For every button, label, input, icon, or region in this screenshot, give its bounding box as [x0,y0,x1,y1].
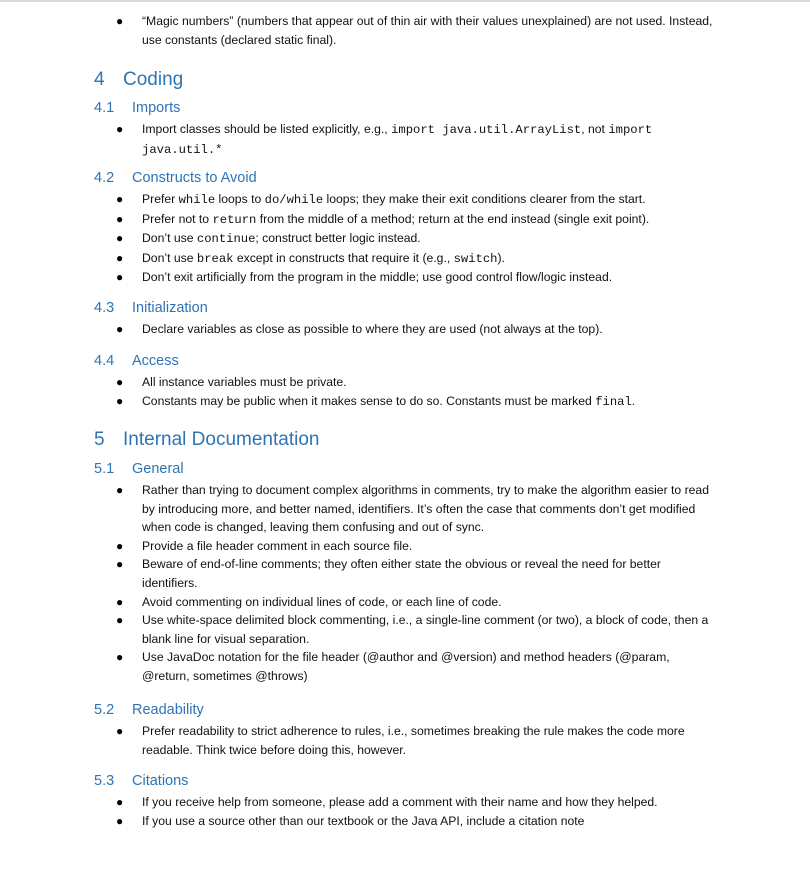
list-item: ● Constants may be public when it makes sense to do so. Constants must be marked final. [116,393,636,409]
page-top-border [0,0,810,2]
subsection-heading-general [94,460,184,478]
bullet-icon: ● [116,393,124,408]
general-list [0,481,810,686]
bullet-icon: ● [116,122,124,136]
subsection-heading-citations [94,772,188,790]
bullet-icon: ● [116,250,124,265]
bullet-icon: ● [116,795,124,809]
subsection-number: 4.3 [94,300,115,316]
general-list-block [0,481,810,686]
code-snippet: import java.util.ArrayList [391,123,582,137]
subsection-title: Citations [132,773,189,789]
imports-list-block [0,120,810,159]
code-snippet: final [595,394,632,409]
access-list-block [0,373,810,411]
subsection-heading-constructs [94,169,257,187]
constructs-list [0,190,810,287]
bullet-icon: ● [116,538,124,553]
bullet-icon: ● [116,724,124,738]
initialization-list [0,320,810,339]
code-snippet: do/while [264,193,324,207]
subsection-number: 5.1 [94,461,115,477]
readability-list [0,722,810,759]
list-item: ● “Magic numbers” (numbers that appear out of thin air with their values unexplained) are not used. Instead, use constants (declared static final). [116,14,713,47]
code-snippet: switch [453,251,498,266]
subsection-number: 5.2 [94,702,115,718]
list-item: ● Provide a file header comment in each source file. [0,537,810,556]
list-item: ● Prefer not to return from the middle of a method; return at the end instead (single exit point). [116,211,650,227]
citations-list [0,793,810,830]
imports-list [0,120,810,159]
intro-list-block [0,12,810,49]
subsection-heading-access [94,352,179,370]
list-item: ● Beware of end-of-line comments; they often either state the obvious or reveal the need for better identifiers. [116,557,661,590]
bullet-icon: ● [116,557,124,572]
access-list [0,373,810,411]
list-item: ● Don’t use break except in constructs that require it (e.g., switch). [116,250,505,266]
code-snippet: return [212,212,257,227]
code-snippet: import java.util.* [142,123,653,157]
bullet-icon: ● [116,375,124,389]
subsection-title: Constructs to Avoid [132,170,257,186]
readability-list-block [0,722,810,759]
bullet-icon: ● [116,231,124,246]
bullet-icon: ● [116,270,124,285]
intro-list [0,12,810,49]
subsection-title: Imports [132,100,181,116]
bullet-icon: ● [116,322,124,336]
code-snippet: break [196,251,234,266]
initialization-list-block [0,320,810,339]
subsection-heading-imports [94,99,180,117]
subsection-number: 4.4 [94,353,115,369]
bullet-icon: ● [116,211,124,226]
subsection-title: Readability [132,702,204,718]
bullet-icon: ● [116,594,124,609]
subsection-number: 4.2 [94,170,115,186]
subsection-title: General [132,461,184,477]
list-item: ● Don’t exit artificially from the program in the middle; use good control flow/logic instead. [0,268,810,287]
list-item: ● If you receive help from someone, please add a comment with their name and how they helped. [0,793,810,812]
list-item: ● Don’t use continue; construct better logic instead. [116,231,421,247]
bullet-icon: ● [116,14,124,28]
subsection-title: Initialization [132,300,208,316]
citations-list-block [0,793,810,830]
section-title: Coding [123,69,184,90]
bullet-icon: ● [116,613,124,628]
section-heading-coding [94,69,183,91]
list-item: ● Use JavaDoc notation for the file header (@author and @version) and method headers (@param, @return, sometimes @throws) [116,650,670,683]
list-item: ● Prefer readability to strict adherence to rules, i.e., sometimes breaking the rule makes the code more readable. Think twice before doing this, however. [116,724,685,757]
subsection-heading-readability [94,701,204,719]
section-number: 5 [94,429,105,450]
list-item: ● If you use a source other than our textbook or the Java API, include a citation note [0,812,810,831]
subsection-number: 5.3 [94,773,115,789]
section-heading-internal-documentation [94,429,319,451]
section-number: 4 [94,69,105,90]
constructs-list-block [0,190,810,287]
list-item: ● Import classes should be listed explicitly, e.g., import java.util.ArrayList, not import java.util.* [116,122,653,157]
list-item: ● Use white-space delimited block commenting, i.e., a single-line comment (or two), a block of code, then a blank line for visual separation. [116,613,709,646]
bullet-icon: ● [116,483,124,497]
bullet-icon: ● [116,650,124,665]
list-item: ● Declare variables as close as possible to where they are used (not always at the top). [0,320,810,339]
code-snippet: continue [196,232,256,247]
subsection-number: 4.1 [94,100,115,116]
list-item: ● Prefer while loops to do/while loops; they make their exit conditions clearer from the start. [116,192,646,207]
code-snippet: while [178,193,216,207]
list-item: ● All instance variables must be private. [0,373,810,392]
subsection-heading-initialization [94,299,208,317]
bullet-icon: ● [116,813,124,828]
list-item: ● Avoid commenting on individual lines of code, or each line of code. [0,593,810,612]
list-item: ● Rather than trying to document complex algorithms in comments, try to make the algorithm easier to read by introducing more, and better named, identifiers. It’s often the case that comments don’t get modified when code is changed, leaving them confusing and out of sync. [116,483,709,535]
section-title: Internal Documentation [123,429,320,450]
subsection-title: Access [132,353,179,369]
bullet-icon: ● [116,192,124,206]
